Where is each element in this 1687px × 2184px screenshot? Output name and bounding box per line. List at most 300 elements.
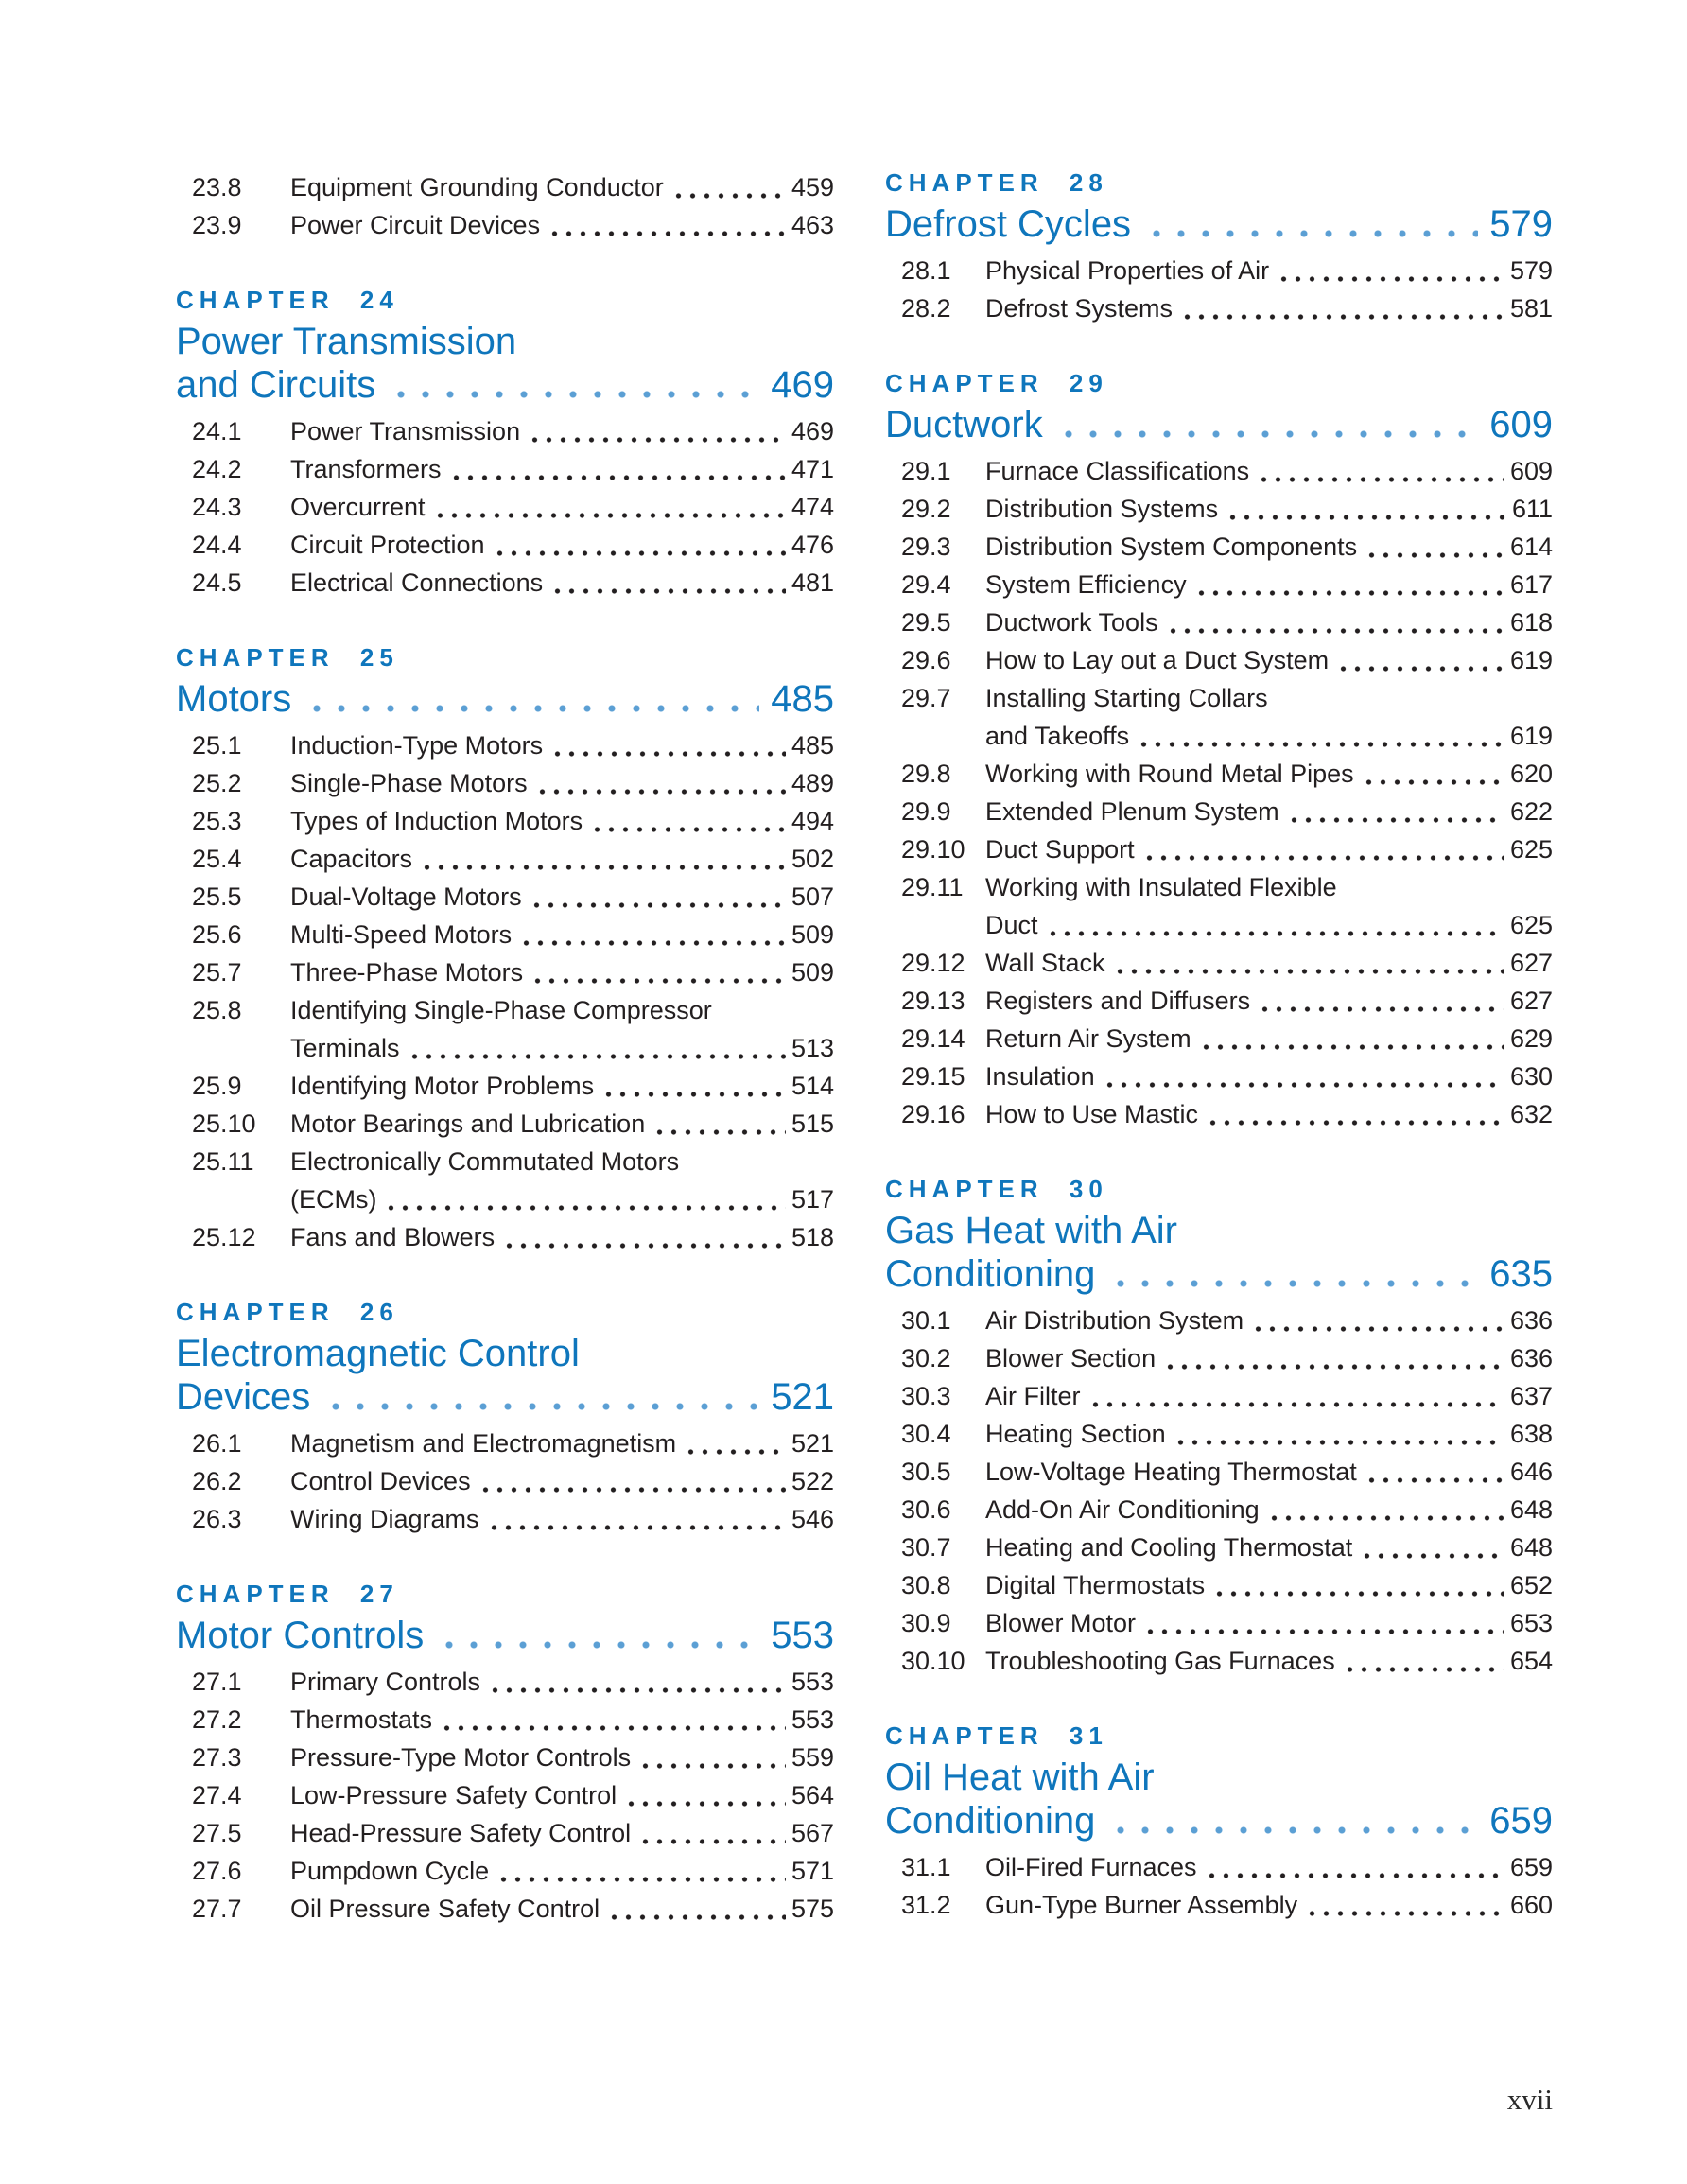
section-line [290, 1814, 834, 1852]
page-number: 521 [791, 1429, 834, 1458]
section-line [290, 726, 834, 764]
page-number: 618 [1509, 608, 1553, 637]
section-line [290, 1105, 834, 1143]
dot-leader [1044, 906, 1504, 944]
chapter-title-line [176, 320, 834, 363]
section-number: 30.6 [901, 1495, 951, 1524]
section-line [290, 1067, 834, 1105]
toc-entry [176, 878, 834, 916]
dot-leader [588, 802, 786, 840]
toc-entry [176, 991, 834, 1067]
section-body [290, 206, 834, 244]
section-number: 31.2 [901, 1891, 951, 1919]
page-number: 474 [791, 493, 834, 521]
section-body [290, 1424, 834, 1462]
page-number: 627 [1509, 987, 1553, 1015]
chapter-page-number: 609 [1489, 404, 1553, 446]
page-number: 459 [791, 173, 834, 201]
section-title: Blower Section [985, 1344, 1157, 1372]
chapter-label: CHAPTER 26 [176, 1298, 399, 1326]
section-title: Overcurrent [290, 493, 426, 521]
dot-leader [622, 1776, 786, 1814]
chapter-title-text: Defrost Cycles [885, 203, 1132, 245]
section-line [985, 1302, 1553, 1339]
section-body [985, 1057, 1553, 1095]
section-body [985, 289, 1553, 327]
section-number: 24.2 [192, 455, 242, 483]
dot-leader [1101, 1799, 1478, 1843]
dot-leader [1135, 717, 1504, 755]
dot-leader [1101, 1252, 1478, 1296]
toc-entry [176, 1738, 834, 1776]
chapter-page-number: 579 [1489, 203, 1553, 245]
dot-leader [517, 916, 786, 953]
page-number: 632 [1509, 1100, 1553, 1128]
section-number: 27.5 [192, 1819, 242, 1847]
chapter-title-line [176, 677, 834, 721]
section-line [985, 252, 1553, 289]
section-line [985, 1566, 1553, 1604]
section-title: Registers and Diffusers [985, 987, 1251, 1015]
section-title: Circuit Protection [290, 531, 485, 559]
section-number: 30.1 [901, 1306, 951, 1335]
toc-entry [885, 1377, 1553, 1415]
section-line [985, 1020, 1553, 1057]
dot-leader [1141, 1604, 1504, 1642]
section-title: Working with Insulated Flexible [985, 873, 1337, 901]
page-number: 502 [791, 845, 834, 873]
section-number: 27.2 [192, 1705, 242, 1734]
section-body [290, 726, 834, 764]
section-title: Power Circuit Devices [290, 211, 541, 239]
page-number: 619 [1509, 646, 1553, 674]
toc-entry [176, 802, 834, 840]
page-number: 630 [1509, 1062, 1553, 1091]
chapter-title-line [176, 363, 834, 407]
section-title: Identifying Single-Phase Compressor [290, 996, 712, 1024]
section-body [290, 1500, 834, 1538]
section-title: Furnace Classifications [985, 457, 1250, 485]
section-number: 29.2 [901, 495, 951, 523]
section-number: 29.9 [901, 797, 951, 826]
section-line [290, 450, 834, 488]
dot-leader [1256, 982, 1504, 1020]
dot-leader [477, 1462, 786, 1500]
section-body [290, 878, 834, 916]
dot-leader [491, 526, 786, 564]
toc-entry [176, 1424, 834, 1462]
section-body [985, 1339, 1553, 1377]
toc-entry [885, 1848, 1553, 1886]
page-number: 660 [1509, 1891, 1553, 1919]
section-title: and Takeoffs [985, 722, 1130, 750]
section-number: 30.10 [901, 1647, 965, 1675]
section-body [985, 1529, 1553, 1566]
dot-leader [486, 1663, 786, 1701]
chapter-label: CHAPTER 28 [885, 168, 1108, 197]
page-number: 571 [791, 1857, 834, 1885]
page-number: 481 [791, 568, 834, 597]
toc-entry [176, 1462, 834, 1500]
page-number: 567 [791, 1819, 834, 1847]
section-line [985, 603, 1553, 641]
section-body [290, 450, 834, 488]
section-number: 30.7 [901, 1533, 951, 1562]
section-body [290, 1067, 834, 1105]
section-line [985, 490, 1553, 528]
toc-chapter-block [885, 1175, 1553, 1680]
dot-leader [1203, 1848, 1504, 1886]
dot-leader [670, 168, 786, 206]
section-title: Add-On Air Conditioning [985, 1495, 1260, 1524]
chapter-title-text: Oil Heat with Air [885, 1756, 1155, 1798]
page-number: 625 [1509, 911, 1553, 939]
page-number: 627 [1509, 949, 1553, 977]
section-title: Motor Bearings and Lubrication [290, 1109, 646, 1138]
section-number: 25.10 [192, 1109, 256, 1138]
toc-entry [885, 603, 1553, 641]
page-number: 659 [1509, 1853, 1553, 1881]
section-title: Working with Round Metal Pipes [985, 760, 1354, 788]
dot-leader [382, 1180, 785, 1218]
section-body [290, 1462, 834, 1500]
section-body [985, 490, 1553, 528]
section-body [290, 168, 834, 206]
chapter-label: CHAPTER 27 [176, 1580, 399, 1608]
page-number: 620 [1509, 760, 1553, 788]
section-title: How to Lay out a Duct System [985, 646, 1330, 674]
page-number: 579 [1509, 256, 1553, 285]
dot-leader [651, 1105, 786, 1143]
section-line [290, 1029, 834, 1067]
chapter-label: CHAPTER 29 [885, 369, 1108, 397]
section-line [290, 1143, 834, 1180]
section-list [885, 452, 1553, 1133]
chapter-title [885, 202, 1553, 246]
page-number: 485 [791, 731, 834, 760]
section-list [885, 1302, 1553, 1680]
chapter-title [176, 677, 834, 721]
section-line [290, 1500, 834, 1538]
section-line [985, 1642, 1553, 1680]
dot-leader [1341, 1642, 1504, 1680]
page-number: 614 [1509, 533, 1553, 561]
section-body [290, 953, 834, 991]
section-number: 23.8 [192, 173, 242, 201]
section-list [176, 1663, 834, 1928]
section-body [290, 802, 834, 840]
section-title: Air Filter [985, 1382, 1081, 1410]
toc-entry [885, 528, 1553, 566]
section-number: 27.4 [192, 1781, 242, 1809]
section-line [290, 802, 834, 840]
page-number: 514 [791, 1072, 834, 1100]
chapter-title-text: Power Transmission [176, 321, 517, 362]
section-line [290, 1462, 834, 1500]
dot-leader [548, 726, 786, 764]
toc-entry [176, 1852, 834, 1890]
dot-leader [1140, 830, 1504, 868]
section-line [985, 1057, 1553, 1095]
chapter-page-number: 485 [771, 678, 834, 720]
section-number: 27.1 [192, 1668, 242, 1696]
dot-leader [1204, 1095, 1504, 1133]
section-line [985, 679, 1553, 717]
toc-entry [885, 566, 1553, 603]
toc-entry [885, 1566, 1553, 1604]
section-body [290, 1143, 834, 1218]
chapter-page-number: 469 [771, 364, 834, 406]
dot-leader [600, 1067, 786, 1105]
chapter-title [176, 1332, 834, 1419]
dot-leader [533, 764, 786, 802]
section-line [290, 1180, 834, 1218]
dot-leader [316, 1375, 759, 1419]
dot-leader [1249, 1302, 1504, 1339]
section-title: Electrical Connections [290, 568, 544, 597]
section-line [290, 991, 834, 1029]
toc-entry [176, 1500, 834, 1538]
toc-column-right [885, 168, 1553, 1924]
section-title: Insulation [985, 1062, 1095, 1091]
section-body [290, 764, 834, 802]
page-number: 581 [1509, 294, 1553, 323]
toc-chapter-block [885, 369, 1553, 1133]
dot-leader [1334, 641, 1504, 679]
section-body [985, 868, 1553, 944]
page-number: 611 [1511, 495, 1553, 523]
section-title: Low-Voltage Heating Thermostat [985, 1458, 1357, 1486]
section-line [985, 1377, 1553, 1415]
section-number: 24.5 [192, 568, 242, 597]
section-line [985, 1529, 1553, 1566]
section-title: Duct [985, 911, 1038, 939]
section-body [985, 1604, 1553, 1642]
section-line [985, 717, 1553, 755]
section-number: 25.4 [192, 845, 242, 873]
section-number: 30.4 [901, 1420, 951, 1448]
section-number: 31.1 [901, 1853, 951, 1881]
section-number: 30.3 [901, 1382, 951, 1410]
dot-leader [1164, 603, 1504, 641]
section-number: 29.13 [901, 987, 965, 1015]
section-number: 29.11 [901, 873, 964, 901]
section-body [290, 1701, 834, 1738]
toc-entry [885, 490, 1553, 528]
toc-entry [176, 1105, 834, 1143]
section-title: Duct Support [985, 835, 1135, 864]
section-number: 29.16 [901, 1100, 965, 1128]
section-number: 29.12 [901, 949, 965, 977]
chapter-label: CHAPTER 30 [885, 1175, 1108, 1203]
toc-entry [176, 168, 834, 206]
section-list [176, 168, 834, 244]
dot-leader [1101, 1057, 1504, 1095]
dot-leader [1224, 490, 1506, 528]
section-body [290, 1738, 834, 1776]
section-body [985, 982, 1553, 1020]
dot-leader [605, 1890, 786, 1928]
dot-leader [548, 564, 786, 602]
page-number: 653 [1509, 1609, 1553, 1637]
section-number: 24.4 [192, 531, 242, 559]
section-line [290, 1663, 834, 1701]
toc-entry [885, 1339, 1553, 1377]
section-body [985, 1095, 1553, 1133]
section-title: Extended Plenum System [985, 797, 1279, 826]
section-line [290, 206, 834, 244]
section-list [176, 726, 834, 1256]
section-body [290, 412, 834, 450]
section-number: 30.2 [901, 1344, 951, 1372]
toc-entry [885, 982, 1553, 1020]
toc-entry [176, 916, 834, 953]
section-body [985, 1566, 1553, 1604]
toc-columns [176, 168, 1553, 1928]
page-number: 494 [791, 807, 834, 835]
section-line [290, 840, 834, 878]
page-number: 637 [1509, 1382, 1553, 1410]
chapter-title-text: Electromagnetic Control [176, 1333, 580, 1374]
chapter-title-line [885, 1799, 1553, 1843]
section-body [985, 1302, 1553, 1339]
toc-chapter-block [176, 1298, 834, 1538]
dot-leader [682, 1424, 786, 1462]
section-number: 26.2 [192, 1467, 242, 1495]
dot-leader [1255, 452, 1504, 490]
toc-entry [885, 1886, 1553, 1924]
section-title: Equipment Grounding Conductor [290, 173, 664, 201]
section-body [985, 1642, 1553, 1680]
section-number: 29.4 [901, 570, 951, 599]
toc-entry [885, 1057, 1553, 1095]
page-number: 517 [791, 1185, 834, 1214]
chapter-title [885, 403, 1553, 446]
section-title: Power Transmission [290, 417, 521, 446]
page-number: 507 [791, 882, 834, 911]
toc-entry [885, 252, 1553, 289]
section-body [985, 755, 1553, 793]
toc-entry [885, 1453, 1553, 1491]
section-body [290, 1218, 834, 1256]
toc-chapter-block [176, 643, 834, 1256]
section-line [290, 1852, 834, 1890]
chapter-title-text: Conditioning [885, 1800, 1096, 1842]
section-body [290, 1105, 834, 1143]
toc-entry [176, 488, 834, 526]
section-body [985, 944, 1553, 982]
toc-entry [885, 452, 1553, 490]
section-number: 29.10 [901, 835, 965, 864]
toc-entry [885, 1415, 1553, 1453]
dot-leader [1172, 1415, 1504, 1453]
chapter-page-number: 659 [1489, 1800, 1553, 1842]
section-number: 23.9 [192, 211, 242, 239]
chapter-title-text: Conditioning [885, 1253, 1096, 1295]
page-number: 629 [1509, 1024, 1553, 1053]
section-number: 28.2 [901, 294, 951, 323]
chapter-title-text: Motor Controls [176, 1615, 425, 1656]
section-body [290, 526, 834, 564]
section-body [985, 793, 1553, 830]
section-number: 29.1 [901, 457, 951, 485]
section-title: Gun-Type Burner Assembly [985, 1891, 1298, 1919]
section-body [985, 603, 1553, 641]
dot-leader [1275, 252, 1504, 289]
section-number: 25.7 [192, 958, 242, 987]
dot-leader [636, 1814, 786, 1852]
section-number: 30.5 [901, 1458, 951, 1486]
section-line [985, 830, 1553, 868]
section-body [985, 679, 1553, 755]
section-body [985, 1415, 1553, 1453]
section-line [290, 953, 834, 991]
section-line [290, 1218, 834, 1256]
page-number: 619 [1509, 722, 1553, 750]
dot-leader [418, 840, 786, 878]
chapter-label: CHAPTER 25 [176, 643, 399, 672]
page-number: 654 [1509, 1647, 1553, 1675]
section-line [985, 906, 1553, 944]
chapter-title [176, 320, 834, 407]
toc-entry [176, 726, 834, 764]
dot-leader [528, 878, 786, 916]
toc-chapter-block [885, 1721, 1553, 1924]
section-line [985, 793, 1553, 830]
section-number: 27.6 [192, 1857, 242, 1885]
section-line [985, 944, 1553, 982]
section-line [985, 1415, 1553, 1453]
toc-entry [885, 830, 1553, 868]
section-title: Types of Induction Motors [290, 807, 583, 835]
section-body [290, 564, 834, 602]
page-number: 648 [1509, 1495, 1553, 1524]
chapter-label: CHAPTER 24 [176, 286, 399, 314]
toc-entry [885, 793, 1553, 830]
toc-entry [176, 840, 834, 878]
toc-entry [885, 944, 1553, 982]
section-number: 29.15 [901, 1062, 965, 1091]
toc-entry [176, 450, 834, 488]
section-title: Air Distribution System [985, 1306, 1244, 1335]
section-number: 29.6 [901, 646, 951, 674]
section-line [290, 1890, 834, 1928]
section-line [290, 564, 834, 602]
section-title: Fans and Blowers [290, 1223, 496, 1251]
page-number: 625 [1509, 835, 1553, 864]
section-line [985, 528, 1553, 566]
section-title: Transformers [290, 455, 442, 483]
section-title: Pumpdown Cycle [290, 1857, 490, 1885]
section-number: 25.6 [192, 920, 242, 949]
section-number: 27.7 [192, 1895, 242, 1923]
page-number: 463 [791, 211, 834, 239]
dot-leader [406, 1029, 786, 1067]
page-number: 559 [791, 1743, 834, 1772]
dot-leader [526, 412, 786, 450]
toc-entry [176, 564, 834, 602]
section-line [985, 1886, 1553, 1924]
section-number: 25.2 [192, 769, 242, 797]
section-line [290, 1701, 834, 1738]
section-line [290, 412, 834, 450]
section-line [985, 1848, 1553, 1886]
section-body [985, 1491, 1553, 1529]
chapter-title-line [885, 202, 1553, 246]
section-line [290, 1776, 834, 1814]
section-body [290, 1890, 834, 1928]
toc-entry [176, 1776, 834, 1814]
